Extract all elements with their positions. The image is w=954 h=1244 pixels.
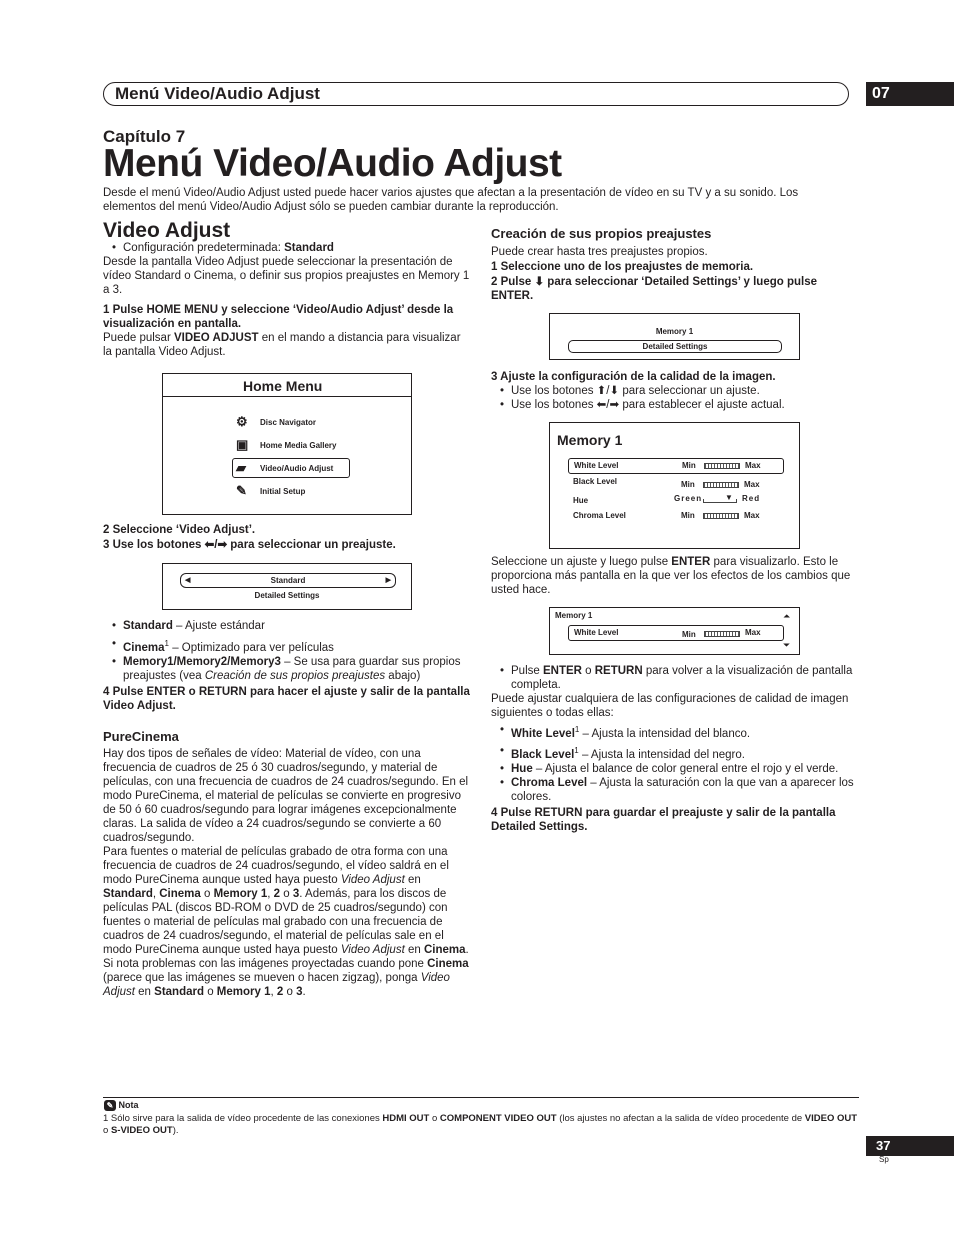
setting-row-black-level[interactable]: Black Level Min Max: [573, 477, 760, 489]
setting-chroma-level: • Chroma Level – Ajusta la saturación con la que van a aparecer los colores.: [491, 776, 859, 804]
section-title: Menú Video/Audio Adjust: [115, 84, 320, 103]
hue-indicator-icon: ▼: [725, 493, 733, 502]
initial-setup-icon: ✎: [236, 483, 247, 498]
right-step-2: 2 Pulse ⬇ para seleccionar ‘Detailed Settings’ y luego pulse ENTER.: [491, 276, 818, 302]
intro-text: Desde el menú Video/Audio Adjust usted puede hacer varios ajustes que afectan a la presentación de vídeo en su TV y a su sonido. Los elementos del menú Video/Audio Adjust sólo se pueden cambiar durante la reproducción.: [103, 187, 799, 213]
menu-item-disc-navigator[interactable]: ⚙ Disc Navigator: [236, 414, 317, 429]
setting-white-level: • White Level$^1$ – Ajusta la intensidad del blanco.: [491, 723, 859, 741]
right-column: [491, 227, 859, 303]
left-step-1-note: Puede pulsar VIDEO ADJUST en el mando a distancia para visualizar la pantalla Video Adjust.: [103, 332, 461, 358]
right-para-1: Puede crear hasta tres preajustes propios.: [491, 246, 708, 258]
memory-preset-label: Memory 1: [655, 327, 694, 336]
left-step-1: 1 Pulse HOME MENU y seleccione ‘Video/Audio Adjust’ desde la visualización en pantalla.: [103, 304, 454, 330]
preset-screen: [162, 563, 412, 610]
video-adjust-icon: ▰: [236, 460, 246, 475]
setting-row-white-level[interactable]: White Level Min Max: [568, 458, 784, 474]
memory-bar-title: Memory 1: [555, 611, 593, 620]
left-step-2: 2 Seleccione ‘Video Adjust’.: [103, 524, 256, 536]
arrow-left-icon: ◀: [185, 577, 191, 584]
setting-hue: • Hue – Ajusta el balance de color general entre el rojo y el verde.: [491, 762, 859, 776]
note-label: ✎ Nota: [104, 1100, 139, 1111]
left-step-4: 4 Pulse ENTER o RETURN para hacer el ajuste y salir de la pantalla Video Adjust.: [103, 685, 470, 712]
memory-bar-row[interactable]: White Level Min Max: [568, 625, 784, 641]
preset-selector[interactable]: ◀ Standard ▶: [180, 573, 396, 588]
right-para-2: Seleccione un ajuste y luego pulse ENTER para visualizarlo. Esto le proporciona más pantalla en la que ver los efectos de los cambios que usted hace.: [491, 556, 851, 596]
chroma-level-slider[interactable]: [703, 513, 739, 519]
preset-memory: • Memory1/Memory2/Memory3 – Se usa para guardar sus propios preajustes (vea Creación de sus propios preajustes abajo): [103, 655, 471, 683]
memory-settings-screen: [549, 422, 800, 549]
default-setting: • Configuración predeterminada: Standard: [103, 241, 471, 255]
page-title: Menú Video/Audio Adjust: [103, 142, 562, 185]
memory-preset-screen: [549, 313, 800, 360]
menu-item-video-audio-adjust[interactable]: ▰ Video/Audio Adjust: [238, 464, 378, 487]
arrow-down-icon[interactable]: ⏷: [783, 640, 791, 650]
disc-navigator-icon: ⚙: [236, 414, 248, 429]
media-gallery-icon: ▣: [236, 437, 249, 452]
right-bullet-3: • Pulse ENTER o RETURN para volver a la visualización de pantalla completa.: [491, 664, 859, 692]
left-step-3: 3 Use los botones ⬅/➡ para seleccionar un preajuste.: [103, 539, 396, 551]
right-para-3: Puede ajustar cualquiera de las configuraciones de calidad de imagen siguientes o todas ellas:: [491, 693, 849, 719]
home-menu-screen: [162, 373, 412, 515]
memory-bar-slider[interactable]: [704, 631, 740, 637]
detailed-settings-button[interactable]: Detailed Settings: [568, 340, 782, 353]
memory-bar-screen: [549, 607, 800, 655]
footer-divider: [103, 1097, 859, 1098]
create-presets-heading: Creación de sus propios preajustes: [491, 226, 712, 241]
preset-standard: • Standard – Ajuste estándar: [103, 619, 471, 633]
video-adjust-heading: Video Adjust: [103, 219, 231, 242]
arrow-up-icon[interactable]: ⏶: [783, 611, 791, 621]
right-step-4: 4 Pulse RETURN para guardar el preajuste y salir de la pantalla Detailed Settings.: [491, 806, 836, 833]
chapter-tab: 07: [866, 82, 954, 106]
right-step-3: 3 Ajuste la configuración de la calidad de la imagen.: [491, 371, 776, 383]
right-bullet-1: • Use los botones ⬆/⬇ para seleccionar un ajuste.: [491, 384, 859, 398]
memory-settings-title: Memory 1: [557, 432, 623, 448]
note-icon: ✎: [104, 1100, 116, 1111]
setting-row-chroma-level[interactable]: Chroma Level Min Max: [573, 511, 760, 520]
right-bullet-2: • Use los botones ⬅/➡ para establecer el ajuste actual.: [491, 398, 859, 412]
menu-item-home-media-gallery[interactable]: ▣ Home Media Gallery: [236, 437, 337, 452]
detailed-settings-label[interactable]: Detailed Settings: [254, 591, 320, 600]
preset-cinema: • Cinema$^1$ – Optimizado para ver películas: [103, 637, 471, 655]
left-column: [103, 219, 471, 359]
page-number: 37: [866, 1136, 954, 1156]
white-level-slider[interactable]: [704, 463, 740, 469]
chapter-label: Capítulo 7: [103, 127, 186, 146]
purecinema-para-1: Hay dos tipos de señales de vídeo: Material de vídeo, con una frecuencia de cuadros de 25 ó 30 cuadros/segundo, y material de películas, con una frecuencia de cuadros de 24 cuadros/segundo. En el modo PureCinema, el material de películas se convierte en progresivo de 50 ó 60 cuadros/segundo para lograr imágenes excepcionalmente claras. La salida de vídeo a 24 cuadros/segundo se convierte a 60 cuadros/segundo.: [103, 747, 469, 844]
right-step-1: 1 Seleccione uno de los preajustes de memoria.: [491, 261, 754, 273]
purecinema-heading: PureCinema: [103, 728, 179, 744]
menu-item-initial-setup[interactable]: ✎ Initial Setup: [236, 483, 306, 498]
purecinema-para-2: Para fuentes o material de películas grabado de otra forma con una frecuencia de cuadros de 24 cuadros/segundo, el vídeo saldrá en el modo PureCinema aunque usted haya puesto Video Adjust en Standard, Cinema o Memory 1, 2 o 3. Además, para los discos de películas PAL (discos BD-ROM o DVD de 25 cuadros/segundo) con fuentes o material de películas mal grabado con una frecuencia de cuadros de 24 cuadros/segundo, el material de películas sale en el modo PureCinema aunque usted haya puesto Video Adjust en Cinema. Si nota problemas con las imágenes proyectadas cuando pone Cinema (parece que las imágenes se mueven o hacen zigzag), ponga Video Adjust en Standard o Memory 1, 2 o 3.: [103, 845, 469, 998]
arrow-right-icon: ▶: [385, 577, 391, 584]
footnote: 1 Sólo sirve para la salida de vídeo procedente de las conexiones HDMI OUT o COMPONENT VIDEO OUT (los ajustes no afectan a la salida de vídeo procedente de VIDEO OUT o S-VIDEO OUT).: [103, 1113, 858, 1136]
home-menu-title: Home Menu: [163, 374, 411, 397]
home-menu-items: [236, 414, 378, 510]
setting-row-hue[interactable]: Hue Green ▼ Red: [573, 493, 761, 505]
setting-black-level: • Black Level$^1$ – Ajusta la intensidad del negro.: [491, 744, 859, 762]
language-code: Sp: [879, 1155, 889, 1164]
left-para-1: Desde la pantalla Video Adjust puede seleccionar la presentación de vídeo Standard o Cinema, o definir sus propios preajustes en Memory 1 a 3.: [103, 256, 470, 296]
black-level-slider[interactable]: [703, 482, 739, 488]
